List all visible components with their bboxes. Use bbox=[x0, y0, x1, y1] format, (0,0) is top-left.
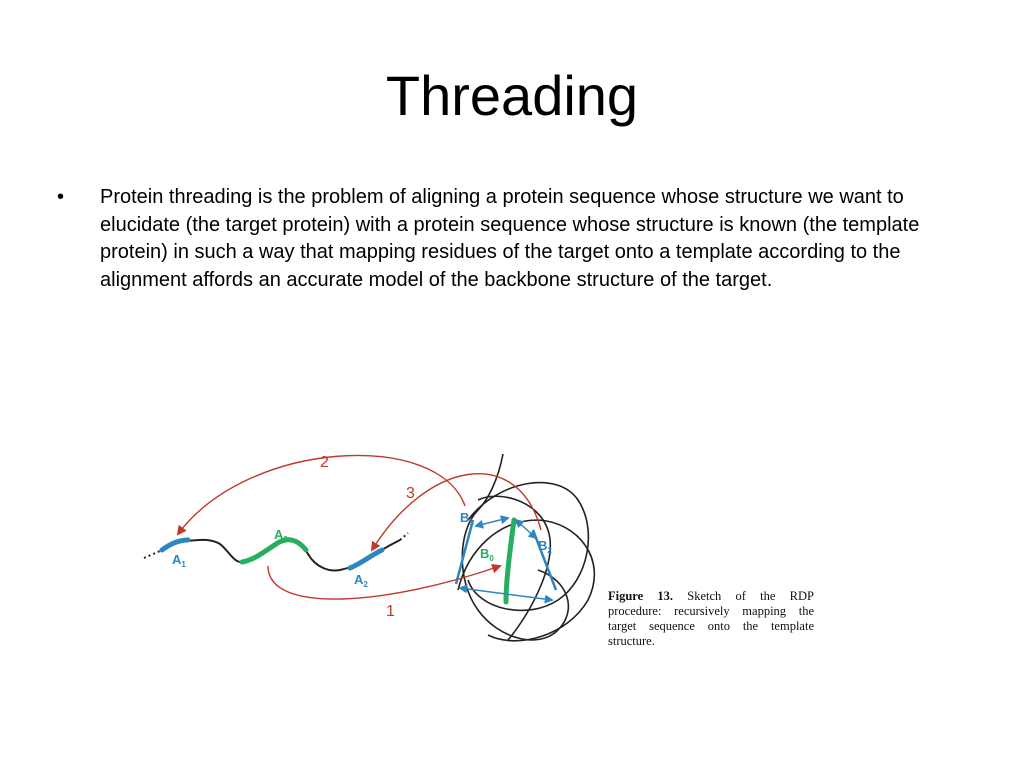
segment-a1 bbox=[162, 540, 188, 550]
rdp-figure bbox=[138, 440, 818, 660]
arrow-3 bbox=[372, 474, 541, 550]
blue-arrow-b1-b0 bbox=[476, 518, 508, 526]
bullet-list bbox=[55, 184, 975, 294]
slide-title: Threading bbox=[385, 64, 639, 127]
template-structure bbox=[458, 454, 594, 641]
target-chain-dotted-left bbox=[144, 551, 160, 558]
blue-arrow-b0-b2 bbox=[516, 520, 536, 538]
segment-a0 bbox=[242, 540, 306, 562]
bullet-marker: • bbox=[57, 186, 65, 208]
b2-label: $B_2$ bbox=[538, 538, 552, 555]
figure-caption bbox=[608, 589, 814, 649]
arrow-3-label: 3 bbox=[406, 485, 415, 502]
bullet-item bbox=[55, 184, 975, 294]
b1-label: $B_1$ bbox=[460, 510, 474, 527]
b0-label: $B_0$ bbox=[480, 546, 494, 563]
a1-label: $A_1$ bbox=[172, 552, 186, 569]
a0-label: $A_0$ bbox=[274, 527, 288, 544]
segment-b1 bbox=[456, 520, 473, 584]
target-chain-dotted-right bbox=[400, 533, 408, 540]
segment-b0 bbox=[506, 520, 514, 602]
bullet-text: Protein threading is the problem of aligning a protein sequence whose structure we want to elucidate (the target protein) with a protein sequence whose structure is known (the template protein) in such a way that mapping residues of the target onto a template according to the alignment affords an accurate model of the backbone structure of the target. bbox=[100, 186, 920, 291]
figure-caption-label: Figure 13. bbox=[608, 589, 674, 603]
arrow-1-label: 1 bbox=[386, 603, 395, 620]
figure-caption-text: Sketch of the RDP procedure: recursively mapping the target sequence onto the template structure. bbox=[608, 589, 814, 648]
segment-a2 bbox=[350, 550, 382, 568]
arrow-2-label: 2 bbox=[320, 454, 329, 471]
a2-label: $A_2$ bbox=[354, 572, 368, 589]
